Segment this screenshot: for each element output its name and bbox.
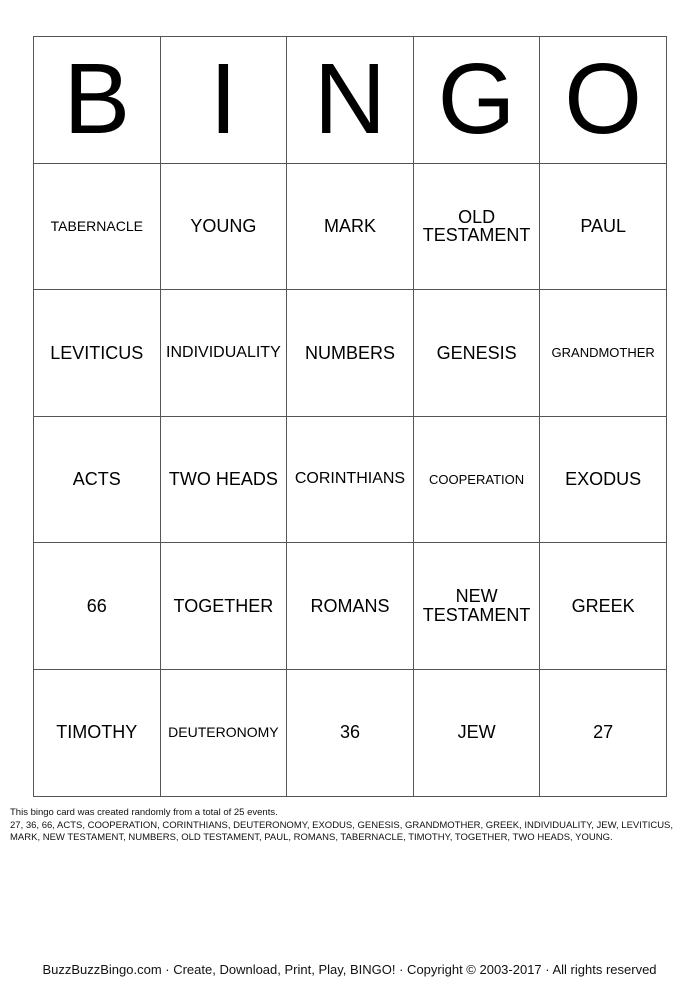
footer-copyright: BuzzBuzzBingo.com · Create, Download, Print, Play, BINGO! · Copyright © 2003-2017 · All rights reserved	[42, 962, 657, 977]
bingo-cell: JEW	[413, 669, 540, 796]
bingo-cell: 27	[540, 669, 667, 796]
bingo-cell: TOGETHER	[160, 543, 287, 670]
bingo-cell: GREEK	[540, 543, 667, 670]
bingo-card	[33, 36, 667, 797]
bingo-cell: NEW TESTAMENT	[413, 543, 540, 670]
header-letter-b: B	[34, 37, 161, 164]
bingo-cell: TIMOTHY	[34, 669, 161, 796]
header-letter-i: I	[160, 37, 287, 164]
bingo-cell: INDIVIDUALITY	[160, 290, 287, 417]
bingo-cell: ROMANS	[287, 543, 414, 670]
info-event-list: 27, 36, 66, ACTS, COOPERATION, CORINTHIANS, DEUTERONOMY, EXODUS, GENESIS, GRANDMOTHER, GREEK, INDIVIDUALITY, JEW, LEVITICUS,	[10, 819, 674, 831]
card-row	[34, 163, 667, 290]
bingo-cell: COOPERATION	[413, 416, 540, 543]
bingo-cell: OLD TESTAMENT	[413, 163, 540, 290]
card-row	[34, 543, 667, 670]
card-row	[34, 290, 667, 417]
bingo-cell: NUMBERS	[287, 290, 414, 417]
bingo-cell: GENESIS	[413, 290, 540, 417]
bingo-cell: DEUTERONOMY	[160, 669, 287, 796]
header-letter-g: G	[413, 37, 540, 164]
card-info	[10, 807, 690, 845]
bingo-cell: ACTS	[34, 416, 161, 543]
bingo-cell: TABERNACLE	[34, 163, 161, 290]
bingo-cell: MARK	[287, 163, 414, 290]
bingo-cell: 36	[287, 669, 414, 796]
card-row	[34, 416, 667, 543]
bingo-cell: YOUNG	[160, 163, 287, 290]
header-letter-n: N	[287, 37, 414, 164]
header-row	[34, 37, 667, 164]
bingo-cell: PAUL	[540, 163, 667, 290]
bingo-cell: GRANDMOTHER	[540, 290, 667, 417]
bingo-cell: 66	[34, 543, 161, 670]
bingo-cell: EXODUS	[540, 416, 667, 543]
info-event-list-cont: MARK, NEW TESTAMENT, NUMBERS, OLD TESTAMENT, PAUL, ROMANS, TABERNACLE, TIMOTHY, TOGETHER, TWO HEADS, YOUNG.	[10, 832, 613, 843]
bingo-cell: TWO HEADS	[160, 416, 287, 543]
header-letter-o: O	[540, 37, 667, 164]
card-row	[34, 669, 667, 796]
bingo-cell: LEVITICUS	[34, 290, 161, 417]
bingo-cell: CORINTHIANS	[287, 416, 414, 543]
info-summary: This bingo card was created randomly from a total of 25 events.	[10, 807, 278, 818]
